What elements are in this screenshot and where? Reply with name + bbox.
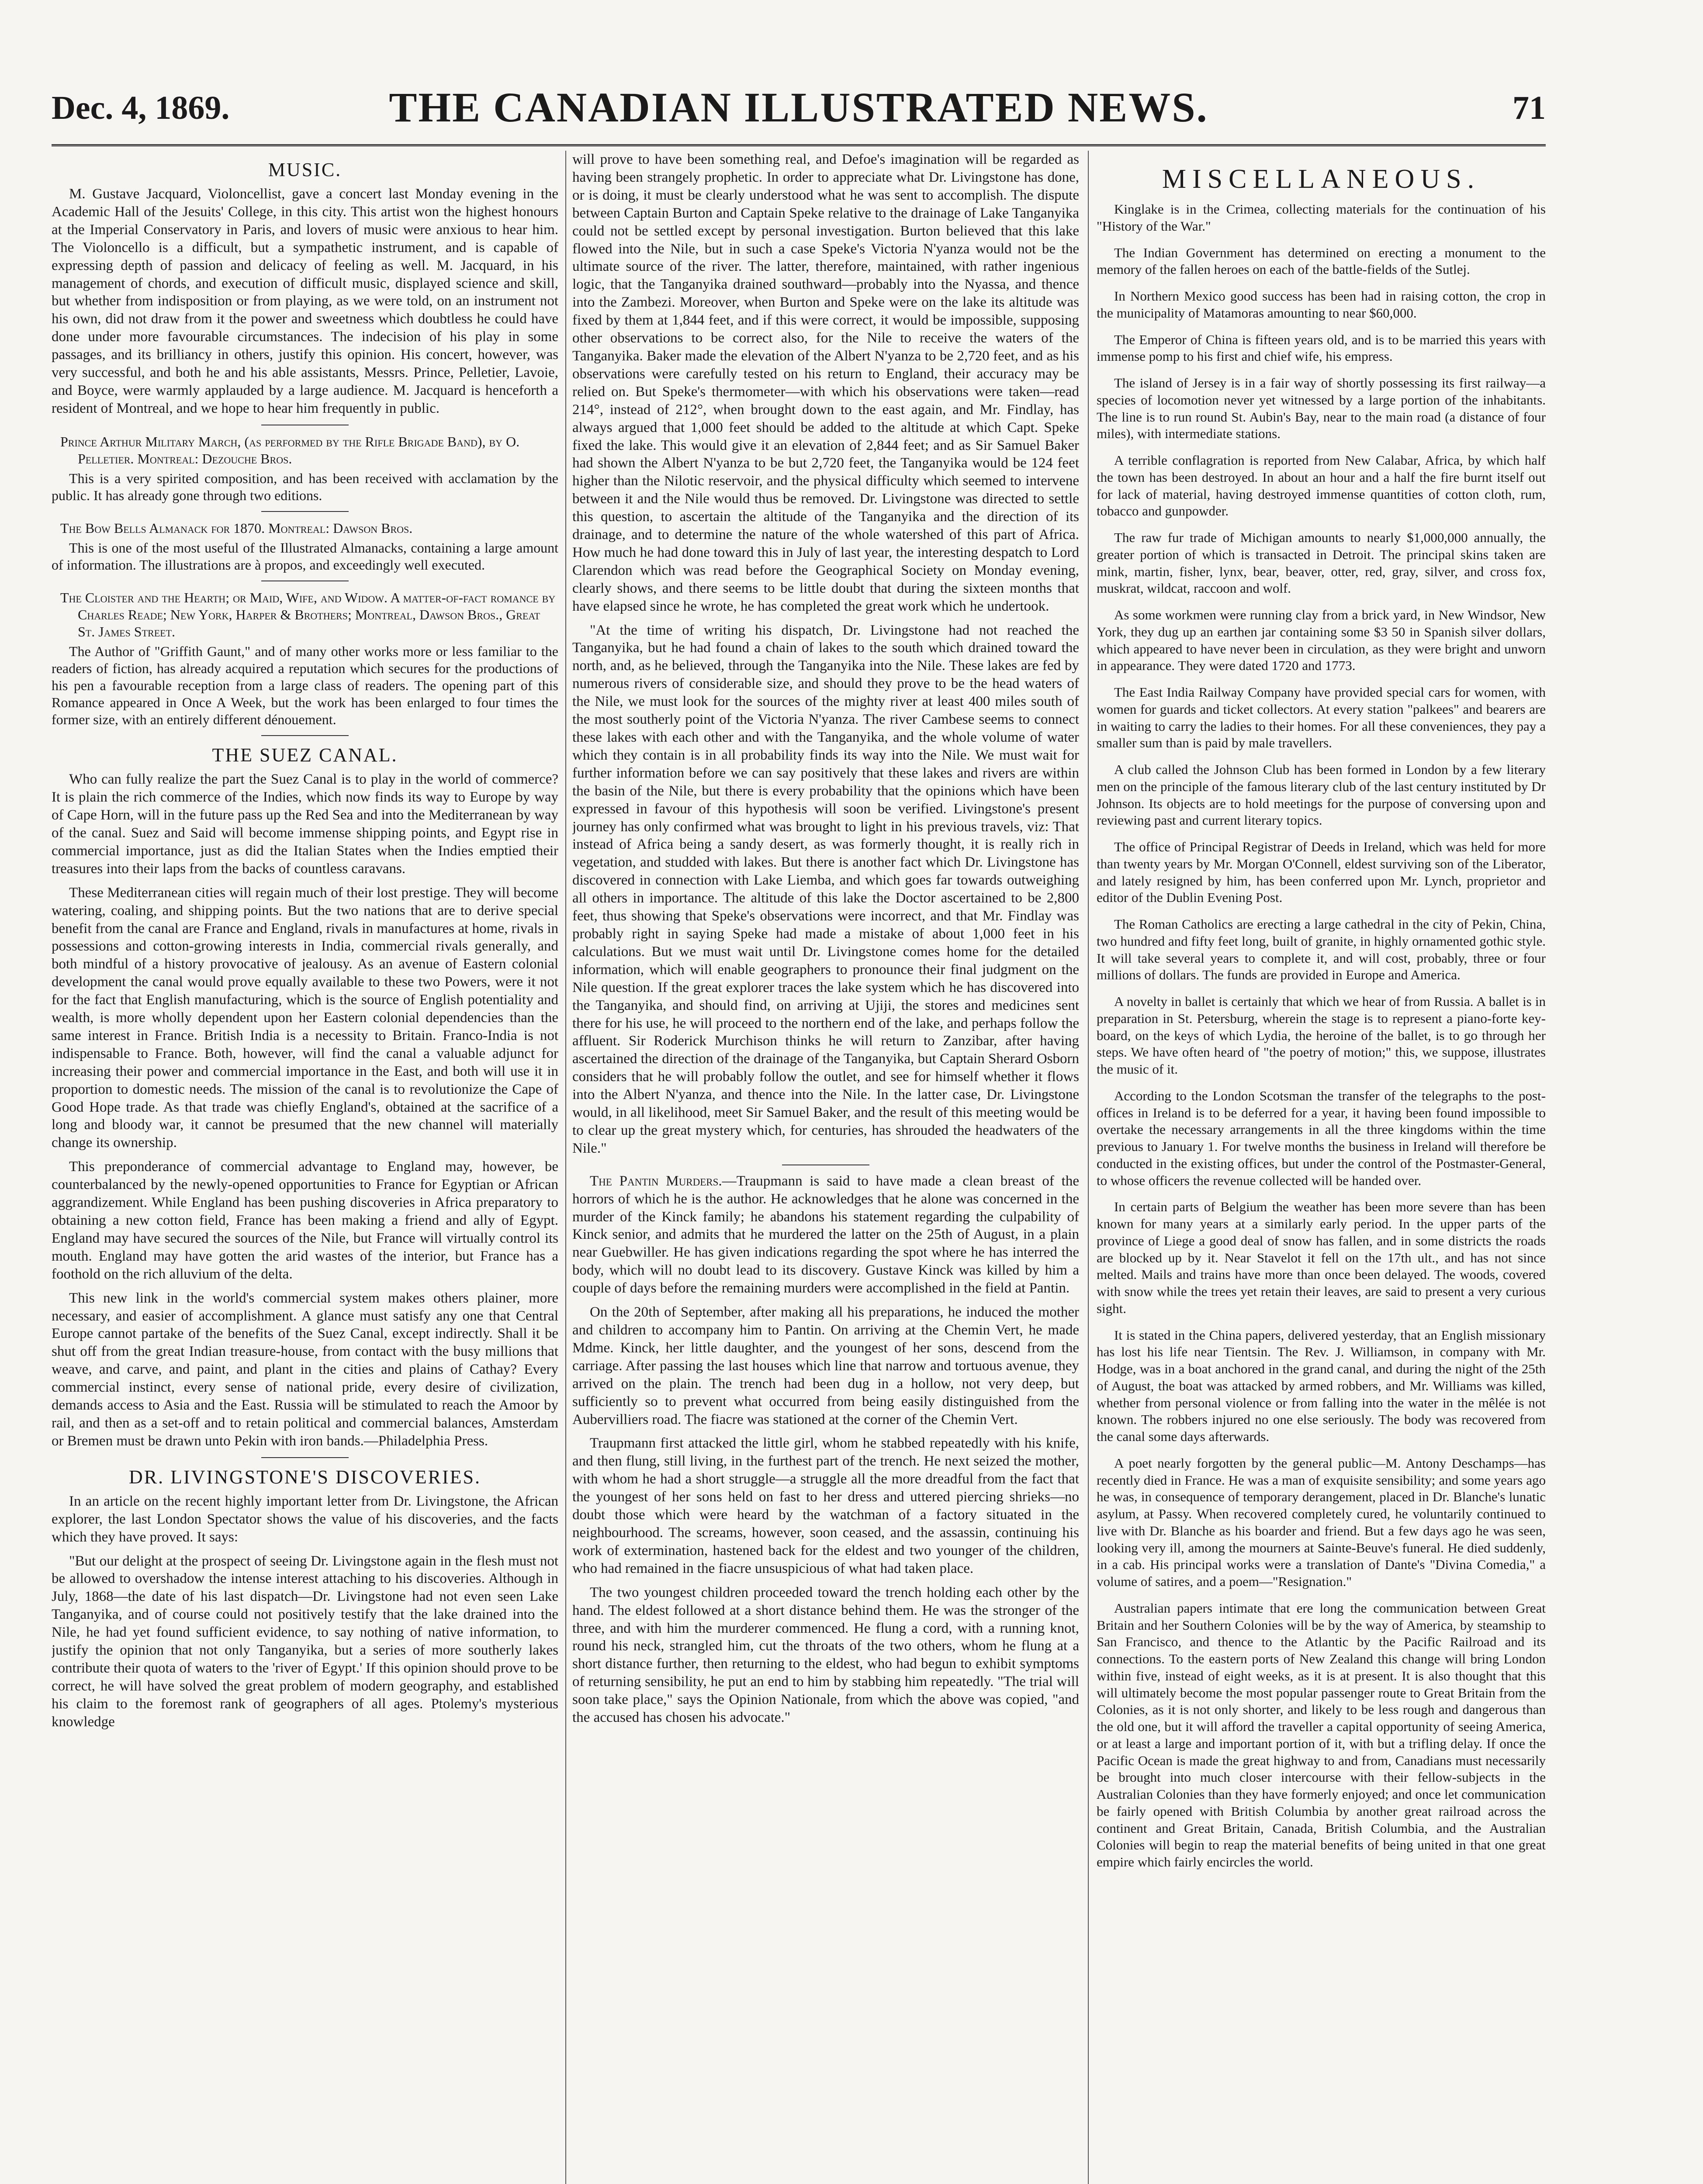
misc-item: Kinglake is in the Crimea, collecting materials for the continuation of his "History of the War." (1097, 201, 1546, 234)
article-paragraph: Traupmann first attacked the little girl, whom he stabbed repeatedly with his knife, and then flung, still living, in the furthest part of the trench. He next seized the mother, with whom he had a short struggle—a struggle all the more dreadful from the fact that the youngest of her sons held on fast to her dress and uttered piercing shrieks—no doubt those which were heard by the watchman of a factory situated in the neighbourhood. The screams, however, soon ceased, and the assassin, continuing his work of extermination, hastened back for the eldest and two younger of the children, who had remained in the fiacre unsuspicious of what had taken place. (572, 1435, 1079, 1576)
column-divider (565, 151, 566, 2184)
section-title-music: MUSIC. (268, 159, 342, 180)
misc-item: A poet nearly forgotten by the general public—M. Antony Deschamps—has recently died in France. He was a man of exquisite sensibility; and some years ago he was, in consequence of temporary derangement, placed in Dr. Blanche's lunatic asylum, at Passy. When recovered completely cured, he voluntarily continued to live with Dr. Blanche as his boarder and friend. But a few days ago he was seen, looking very ill, among the mourners at Sainte-Beuve's funeral. He died suddenly, in a cab. His principal works were a translation of Dante's "Divina Comedia," a volume of satires, and a poem—"Resignation." (1097, 1455, 1546, 1589)
article-paragraph: The two youngest children proceeded toward the trench holding each other by the hand. The eldest followed at a short distance behind them. He was the stronger of the three, and with him the murderer commenced. He flung a cord, with a running knot, round his neck, strangled him, cut the throats of the two others, whom he flung at a short distance further, then returning to the eldest, who had begun to exhibit symptoms of returning sensibility, he put an end to him by stabbing him repeatedly. "The trial will soon take place," says the Opinion Nationale, from which the above was copied, "and the accused has chosen his advocate." (572, 1584, 1079, 1726)
section-title-livingstone: DR. LIVINGSTONE'S DISCOVERIES. (128, 1466, 481, 1488)
misc-item: It is stated in the China papers, delivered yesterday, that an English missionary has lost his life near Tientsin. The Rev. J. Williamson, in company with Mr. Hodge, was in a boat anchored in the grand canal, and during the night of the 25th of August, the boat was attacked by armed robbers, and Mr. Williams was killed, whether from personal violence or from falling into the water in the mêlée is not known. The robbers injured no one else seriously. The body was recovered from the canal some days afterwards. (1097, 1327, 1546, 1444)
section-title-suez: THE SUEZ CANAL. (212, 744, 398, 766)
column-middle (572, 151, 1079, 2184)
column-left (52, 151, 558, 2184)
notice-body: This is one of the most useful of the Illustrated Almanacks, containing a large amount of information. The illustrations are à propos, and exceedingly well executed. (52, 539, 558, 573)
article-paragraph: will prove to have been something real, and Defoe's imagination will be regarded as having been strangely prophetic. In order to appreciate what Dr. Livingstone has done, or is doing, it must be clearly understood what he was sent to accomplish. The dispute between Captain Burton and Captain Speke relative to the drainage of Lake Tanganyika could not be settled except by personal investigation. Burton believed that this lake flowed into the Nile, but in such a case Speke's Victoria N'yanza would not be the ultimate source of the river. The latter, therefore, maintained, with rather ingenious logic, that the Tanganyika drained southward—probably into the Nyassa, and thence into the Zambezi. Moreover, when Burton and Speke were on the lake its altitude was fixed by them at 1,844 feet, and if this were correct, it would be impossible, supposing other observations to be correct also, for the Nile to receive the waters of the Tanganyika. Baker made the elevation of the Albert N'yanza to be 2,720 feet, and as his observations were carefully tested on his return to England, their accuracy may be relied on. But Speke's thermometer—with which his observations were taken—read 214°, instead of 212°, when brought down to the east again, and Mr. Findlay, has always argued that 1,000 feet should be added to the altitude at which Capt. Speke fixed the lake. This would give it an elevation of 2,844 feet; and as Sir Samuel Baker had shown the Albert N'yanza to be but 2,720 feet, the Tanganyika would be 124 feet higher than the Nilotic reservoir, and the physical difficulty which seemed to intervene between it and the Nile would thus be removed. Dr. Livingstone was directed to settle this question, to ascertain the altitude of the Tanganyika and the direction of its drainage, and to determine the nature of the whole watershed of this part of Africa. How much he had done toward this in July of last year, the interesting despatch to Lord Clarendon which was read before the Geographical Society on Monday evening, clearly shows, and there seems to be little doubt that during the sixteen months that have elapsed since he wrote, he has completed the great work which he undertook. (572, 152, 1079, 614)
notice-heading: The Cloister and the Hearth; or Maid, Wife, and Widow. A matter-of-fact romance by Charles Reade; New York, Harper & Brothers; Montreal, Dawson Bros., Great St. James Street. (60, 590, 556, 640)
misc-item: A novelty in ballet is certainly that which we hear of from Russia. A ballet is in preparation in St. Petersburg, wherein the stage is to represent a piano-forte key-board, on the keys of which Lydia, the heroine of the ballet, is to go through her steps. We have often heard of "the poetry of motion;" this, we suppose, illustrates the music of it. (1097, 994, 1546, 1077)
misc-item: The office of Principal Registrar of Deeds in Ireland, which was held for more than twenty years by Mr. Morgan O'Connell, eldest surviving son of the Liberator, and lately resigned by him, has been conferred upon Mr. Lynch, proprietor and editor of the Dublin Evening Post. (1097, 839, 1546, 905)
column-divider (1088, 151, 1089, 2184)
misc-item: The Indian Government has determined on erecting a monument to the memory of the fallen heroes on each of the battle-fields of the Sutlej. (1097, 245, 1546, 277)
misc-item: The Emperor of China is fifteen years old, and is to be married this years with immense pomp to his first and chief wife, his empress. (1097, 332, 1546, 364)
article-paragraph: This preponderance of commercial advantage to England may, however, be counterbalanced by the newly-opened opportunities to France for Egyptian or African aggrandizement. While England has been pushing discoveries in Africa preparatory to obtaining a new cotton field, France has been making a friend and ally of Egypt. England may have secured the sources of the Nile, but France will virtually control its mouth. England may have gotten the arid wastes of the interior, but France has a foothold on the rich alluvium of the delta. (52, 1159, 558, 1282)
misc-item: A terrible conflagration is reported from New Calabar, Africa, by which half the town has been destroyed. In about an hour and a half the fire burnt itself out for lack of material, having destroyed immense quantities of cotton cloth, rum, tobacco and gunpowder. (1097, 453, 1546, 519)
notice-body: This is a very spirited composition, and has been received with acclamation by the public. It has already gone through two editions. (52, 470, 558, 503)
misc-item: According to the London Scotsman the transfer of the telegraphs to the post-offices in Ireland is to be deferred for a year, it having been found impossible to overtake the necessary arrangements in all the three kingdoms within the time previous to January 1. For twelve months the business in Ireland will therefore be conducted in the existing offices, but under the control of the Postmaster-General, to whose officers the revenue collected will be handed over. (1097, 1088, 1546, 1188)
article-paragraph: "But our delight at the prospect of seeing Dr. Livingstone again in the flesh must not be allowed to overshadow the intense interest attaching to his discoveries. Although in July, 1868—the date of his last dispatch—Dr. Livingstone had not even seen Lake Tanganyika, and of course could not positively testify that the lake drained into the Nile, he had yet found sufficient evidence, to say nothing of native information, to justify the opinion that not only Tanganyika, but a series of more southerly lakes contribute their quota of waters to the 'river of Egypt.' If this opinion should prove to be correct, he will have solved the great problem of modern geography, and established his claim to the foremost rank of geographers of all ages. Ptolemy's mysterious knowledge (52, 1553, 558, 1730)
article-paragraph: On the 20th of September, after making all his preparations, he induced the mother and children to accompany him to Pantin. On arriving at the Chemin Vert, he made Mdme. Kinck, her little daughter, and the youngest of her sons, descend from the carriage. After passing the last houses which line that narrow and tortuous avenue, they arrived on the plain. The trench had been dug in a hollow, not very deep, but sufficiently so to prevent what occurred from being easily distinguished from the Aubervilliers road. The fiacre was stationed at the corner of the Chemin Vert. (572, 1304, 1079, 1427)
section-title-miscellaneous: MISCELLANEOUS. (1162, 164, 1481, 194)
misc-item: In certain parts of Belgium the weather has been more severe than has been known for many years at a similarly early period. In the upper parts of the province of Liege a good deal of snow has fallen, and in some districts the roads are blocked up by it. Near Stavelot it fell on the 17th ult., and has not since melted. Mails and trains have more than once been delayed. The woods, covered with snow while the trees yet retain their leaves, are said to present a very curious sight. (1097, 1199, 1546, 1316)
misc-item: In Northern Mexico good success has been had in raising cotton, the crop in the municipality of Matamoras amounting to near $60,000. (1097, 288, 1546, 321)
notice-heading: Prince Arthur Military March, (as performed by the Rifle Brigade Band), by O. Pelletier. Montreal: Dezouche Bros. (60, 433, 520, 467)
notice-heading: The Bow Bells Almanack for 1870. Montreal: Dawson Bros. (60, 520, 413, 536)
article-paragraph: In an article on the recent highly important letter from Dr. Livingstone, the African explorer, the last London Spectator shows the value of his discoveries, and the facts which they have proved. It says: (52, 1493, 558, 1545)
issue-date: Dec. 4, 1869. (52, 90, 230, 126)
newspaper-title: THE CANADIAN ILLUSTRATED NEWS. (389, 84, 1208, 131)
divider (261, 1457, 349, 1458)
divider (261, 735, 349, 736)
masthead-rule (52, 144, 1546, 146)
article-paragraph: Who can fully realize the part the Suez Canal is to play in the world of commerce? It is plain the rich commerce of the Indies, which now finds its way to Europe by way of Cape Horn, will in the future pass up the Red Sea and into the Mediterranean by way of the canal. Suez and Said will become immense shipping points, and Egypt rise in commercial importance, just as did the Italian States when the Indies emptied their treasures into their laps from the backs of countless caravans. (52, 771, 558, 877)
misc-item: The raw fur trade of Michigan amounts to nearly $1,000,000 annually, the greater portion of which is transacted in Detroit. The principal skins taken are mink, martin, fisher, lynx, bear, beaver, otter, red, gray, silver, and cross fox, muskrat, wildcat, raccoon and wolf. (1097, 530, 1546, 596)
page-number: 71 (1513, 90, 1546, 126)
article-paragraph-pantin (572, 1172, 1079, 1297)
divider (261, 511, 349, 512)
article-run-in-heading: The Pantin Murders. (590, 1173, 722, 1189)
article-paragraph: "At the time of writing his dispatch, Dr. Livingstone had not reached the Tanganyika, but he had found a chain of lakes to the south which drained toward the north, and, as he believed, through the Tanganyika into the Nile. These lakes are fed by numerous rivers of considerable size, and should they prove to be the head waters of the Nile, we must look for the sources of the mighty river at least 400 miles south of the most southerly point of the Victoria N'yanza. The river Cambese seems to connect these lakes with each other and with the Tanganyika, and the whole volume of water which they contain is in all probability finds its way into the Nile. We must wait for further information before we can say positively that these lakes and rivers are within the basin of the Nile, but there is every probability that the opinions which have been expressed in favour of this hypothesis will soon be verified. Livingstone's present journey has only confirmed what was brought to light in his previous travels, viz: That instead of Africa being a sandy desert, as was formerly thought, it is really rich in vegetation, and studded with lakes. But there is another fact which Dr. Livingstone has discovered in connection with Lake Liemba, and which goes far towards outweighing all others in importance. The altitude of this lake the Doctor ascertained to be 2,800 feet, thus showing that Speke's observations were incorrect, and that Mr. Findlay was probably right in saying Speke had made a mistake of about 1,000 feet in his calculations. But we must wait until Dr. Livingstone comes home for the detailed information, which will enable geographers to pronounce their final judgment on the Nile question. If the great explorer traces the lake system which he has discovered into the Tanganyika, and should find, on arriving at Ujiji, the stores and medicines sent there for his use, he will proceed to the northern end of the lake, and perhaps follow the affluent. Sir Roderick Murchison thinks he will return to Zanzibar, after having ascertained the direction of the drainage of the Tanganyika, but Captain Sherard Osborn considers that he will probably follow the outlet, and see for himself whether it flows into the Albert N'yanza, and thence into the Nile. In the latter case, Dr. Livingstone would, in all likelihood, meet Sir Samuel Baker, and the result of this meeting would be to clear up the great mystery which, for centuries, has shrouded the headwaters of the Nile." (572, 622, 1079, 1156)
article-paragraph: M. Gustave Jacquard, Violoncellist, gave a concert last Monday evening in the Academic Hall of the Jesuits' College, in this city. This artist won the highest honours at the Imperial Conservatory in Paris, and lovers of music were anxious to hear him. The Violoncello is a difficult, but a sympathetic instrument, and is capable of expressing depth of passion and delicacy of feeling as well. M. Jacquard, in his management of chords, and execution of difficult music, displayed science and skill, but whether from indisposition or from playing, as we were told, on an instrument not his own, did not draw from it the power and sweetness which doubtless he could have done under more favourable circumstances. The indecision of his play in some passages, and its brilliancy in others, justify this opinion. His concert, however, was very successful, and both he and his able assistants, Messrs. Prince, Pelletier, Lavoie, and Boyce, were warmly applauded by a large audience. M. Jacquard is henceforth a resident of Montreal, and we hope to hear him frequently in public. (52, 186, 558, 416)
article-paragraph: This new link in the world's commercial system makes others plainer, more necessary, and easier of accomplishment. A glance must satisfy any one that Central Europe cannot partake of the benefits of the Suez Canal, except indirectly. Shall it be shut off from the great Indian treasure-house, from contact with the busy millions that weave, and carve, and paint, and plant in the cities and plains of Cathay? Every commercial instinct, every sense of national pride, every desire of civilization, demands access to Asia and the East. Russia will be stimulated to reach the Amoor by rail, and then as a set-off and to retain political and commercial balances, Amsterdam or Bremen must be drawn unto Pekin with iron bands.—Philadelphia Press. (52, 1290, 558, 1449)
article-paragraph: These Mediterranean cities will regain much of their lost prestige. They will become watering, coaling, and shipping points. But the two nations that are to derive special benefit from the canal are France and England, rivals in manufactures at home, rivals in possessions and cotton-growing interests in India, commercial rivals generally, and both mindful of a history provocative of jealousy. As an avenue of Eastern colonial development the canal would prove equally available to these two Powers, were it not for the fact that English manufacturing, which is the source of English potentiality and wealth, is more wholly dependent upon her Eastern colonial dependencies than the same interest in France. British India is a necessity to Britain. Franco-India is not indispensable to France. Both, however, will find the canal a valuable adjunct for increasing their power and commercial importance in the East, and both will use it in proportion to domestic needs. The mission of the canal is to revolutionize the Cape of Good Hope trade. As that trade was chiefly England's, obtained at the sacrifice of a long and bloody war, it cannot be presumed that the new channel will materially change its ownership. (52, 885, 558, 1151)
misc-item: As some workmen were running clay from a brick yard, in New Windsor, New York, they dug up an earthen jar containing some $3 50 in Spanish silver dollars, which appeared to have never been in circulation, as they were bright and unworn in appearance. They were dated 1720 and 1773. (1097, 607, 1546, 674)
notice-body: The Author of "Griffith Gaunt," and of many other works more or less familiar to the readers of fiction, has already acquired a reputation which secures for the productions of his pen a favourable reception from a large class of readers. The opening part of this Romance appeared in Once A Week, but the work has been enlarged to four times the former size, with an entirely different dénouement. (52, 643, 558, 728)
masthead (52, 83, 1546, 149)
misc-item: The Roman Catholics are erecting a large cathedral in the city of Pekin, China, two hundred and fifty feet long, built of granite, in highly ornamented gothic style. It will take several years to complete it, and will cost, probably, three or four millions of dollars. The funds are provided in Europe and America. (1097, 916, 1546, 983)
misc-item: The East India Railway Company have provided special cars for women, with women for guards and ticket collectors. At every station "palkees" and bearers are in waiting to carry the ladies to their homes. For all these conveniences, they pay a smaller sum than is paid by male travellers. (1097, 684, 1546, 751)
column-right (1097, 151, 1546, 2184)
misc-item: Australian papers intimate that ere long the communication between Great Britain and her Southern Colonies will be by the way of America, by steamship to San Francisco, and thence to the Atlantic by the Pacific Railroad and its connections. To the eastern ports of New Zealand this change will bring London within five, instead of eight weeks, as it is at present. It is also thought that this will ultimately become the most popular passenger route to Great Britain from the Colonies, as it is not only shorter, and likely to be less rough and dangerous than the old one, but it will afford the traveller a capital opportunity of seeing America, or at least a large and important portion of it, with but a trifling delay. If once the Pacific Ocean is made the great highway to and from, Canadians must necessarily be brought into much closer intercourse with their fellow-subjects in the Australian Colonies than they have formerly enjoyed; and once let communication be fairly opened with British Columbia by another great railroad across the continent and Great Britain, Canada, British Columbia, and the Australian Colonies will begin to reap the material benefits of being united in that one great empire which fairly encircles the world. (1097, 1600, 1546, 1870)
misc-item: The island of Jersey is in a fair way of shortly possessing its first railway—a species of locomotion never yet witnessed by a large portion of the inhabitants. The line is to run round St. Aubin's Bay, near to the main road (a distance of four miles), with intermediate stations. (1097, 375, 1546, 442)
article-text: —Traupmann is said to have made a clean breast of the horrors of which he is the author. He acknowledges that he alone was concerned in the murder of the Kinck family; he abandons his statement regarding the culpability of Kinck senior, and admits that he murdered the latter on the 25th of August, in a plain near Guebwiller. He has given indications regarding the spot where he has interred the body, which will no doubt lead to its discovery. Gustave Kinck was killed by him a couple of days before the remaining murders were accomplished in the field at Pantin. (572, 1173, 1079, 1296)
misc-item: A club called the Johnson Club has been formed in London by a few literary men on the principle of the famous literary club of the last century instituted by Dr Johnson. Its objects are to hold meetings for the purpose of conversing upon and reviewing past and current literary topics. (1097, 762, 1546, 828)
